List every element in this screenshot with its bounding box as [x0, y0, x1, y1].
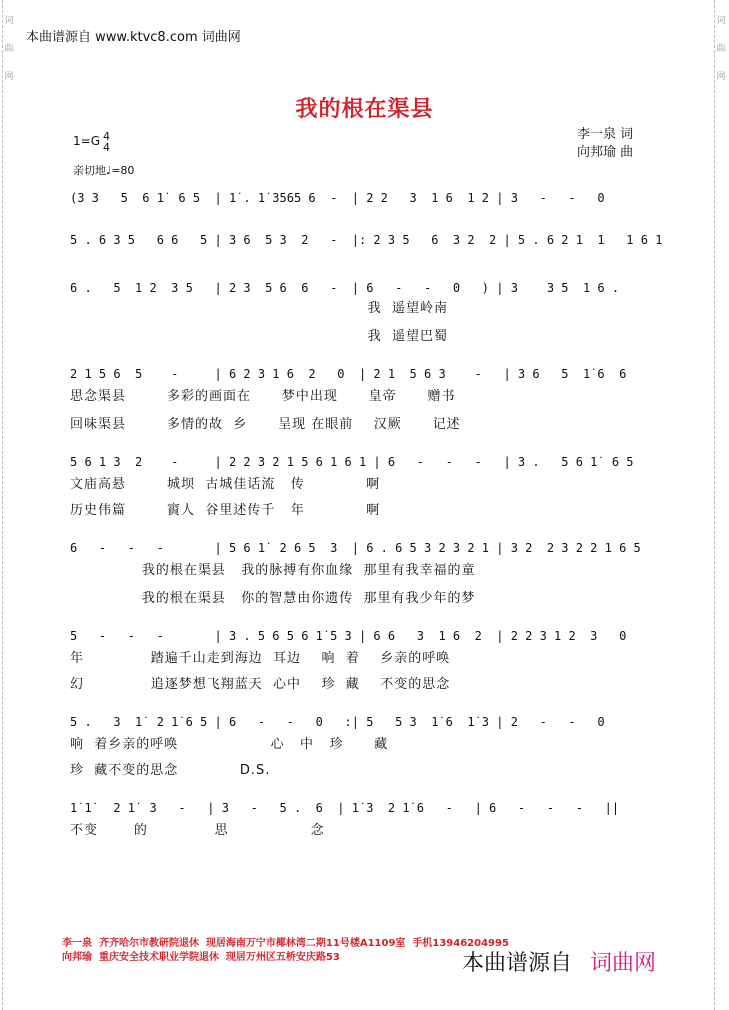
watermark-char: 网	[4, 72, 14, 82]
watermark-char: 曲	[4, 44, 14, 54]
notation-row: 2 1 5 6 5 - | 6 2 3 1 6 2 0 | 2 1 5 6 3 - | 3 6 5 1̇ 6 6	[70, 367, 627, 381]
notation-row: 5 - - - | 3 . 5 6 5 6 1̇ 5 3 | 6 6 3 1 6 2 | 2 2 3 1 2 3 0	[70, 629, 627, 643]
meter-top: 4	[103, 130, 110, 143]
notation-row: 5 . 3 1̇ 2 1̇ 6 5 | 6 - - 0 :| 5 5 3 1̇ 6 1̇ 3 | 2 - - 0	[70, 715, 605, 729]
notation-row: 6 . 5 1 2 3 5 | 2 3 5 6 6 - | 6 - - 0 ) | 3 3 5 1 6 .	[70, 281, 620, 295]
key-signature: 1=G	[73, 134, 100, 148]
lyric-line: 珍 藏不变的思念 D.S.	[70, 763, 271, 778]
lyric-line: 思念渠县 多彩的画面在 梦中出现 皇帝 赠书	[70, 389, 456, 404]
watermark-char: 网	[716, 72, 726, 82]
notation-row: 6 - - - | 5 6 1̇ 2 6 5 3 | 6 . 6 5 3 2 3 2 1 | 3 2 2 3 2 2 1 6 5	[70, 541, 641, 555]
lyric-line: 我 遥望巴蜀	[70, 329, 448, 344]
lyric-line: 文庙高悬 城坝 古城佳话流 传 啊	[70, 477, 381, 492]
site-header: 本曲谱源自 www.ktvc8.com 词曲网	[26, 30, 241, 45]
credits	[577, 126, 633, 162]
watermark-char: 词	[4, 16, 14, 26]
notation-row: 1̇ 1̇ 2 1̇ 3 - | 3 - 5 . 6 | 1̇ 3 2 1̇ 6 - | 6 - - - ||	[70, 801, 620, 815]
notation-row: 5 6 1 3 2 - | 2 2 3 2 1 5 6 1 6 1 | 6 - - - | 3 . 5 6 1̇ 6 5	[70, 455, 634, 469]
lyric-line: 回味渠县 多情的故 乡 呈现 在眼前 汉厥 记述	[70, 417, 461, 432]
lyricist: 李一泉 词	[577, 127, 634, 142]
watermark-char: 词	[716, 16, 726, 26]
lyric-line: 响 着乡亲的呼唤 心 中 珍 藏	[70, 737, 389, 752]
brand-left: 本曲谱源自	[462, 951, 573, 976]
brand-logo	[462, 946, 656, 977]
left-watermark-strip	[2, 0, 15, 1010]
footer-line: 李一泉 齐齐哈尔市教研院退休 现居海南万宁市椰林湾二期11号楼A1109室 手机13946204995	[62, 938, 509, 949]
lyric-line: 我 遥望岭南	[70, 301, 448, 316]
lyric-line: 不变 的 思 念	[70, 823, 325, 838]
brand-right: 词曲网	[590, 951, 657, 976]
lyric-line: 幻 追逐梦想飞翔蓝天 心中 珍 藏 不变的思念	[70, 677, 451, 692]
watermark-char: 曲	[716, 44, 726, 54]
lyric-line: 我的根在渠县 你的智慧由你遗传 那里有我少年的梦	[70, 591, 476, 606]
lyric-line: 历史伟篇 賨人 谷里述传千 年 啊	[70, 503, 381, 518]
composer: 向邦瑜 曲	[577, 145, 634, 160]
song-title: 我的根在渠县	[295, 96, 434, 122]
notation-row: 5 . 6 3 5 6 6 5 | 3 6 5 3 2 - |: 2 3 5 6 3 2 2 | 5 . 6 2 1 1 1 6 1	[70, 233, 663, 247]
footer-line: 向邦瑜 重庆安全技术职业学院退休 现居万州区五桥安庆路53	[62, 952, 340, 963]
time-signature	[103, 131, 110, 153]
lyric-line: 年 踏遍千山走到海边 耳边 响 着 乡亲的呼唤	[70, 651, 451, 666]
right-watermark-strip	[714, 0, 727, 1010]
meter-bottom: 4	[103, 141, 110, 154]
notation-row: (3 3 5 6 1̇ 6 5 | 1̇ . 1̇ 3565 6 - | 2 2 3 1 6 1 2 | 3 - - 0	[70, 191, 605, 205]
tempo-marking: 亲切地♩=80	[73, 164, 135, 177]
lyric-line: 我的根在渠县 我的脉搏有你血缘 那里有我幸福的童	[70, 563, 476, 578]
